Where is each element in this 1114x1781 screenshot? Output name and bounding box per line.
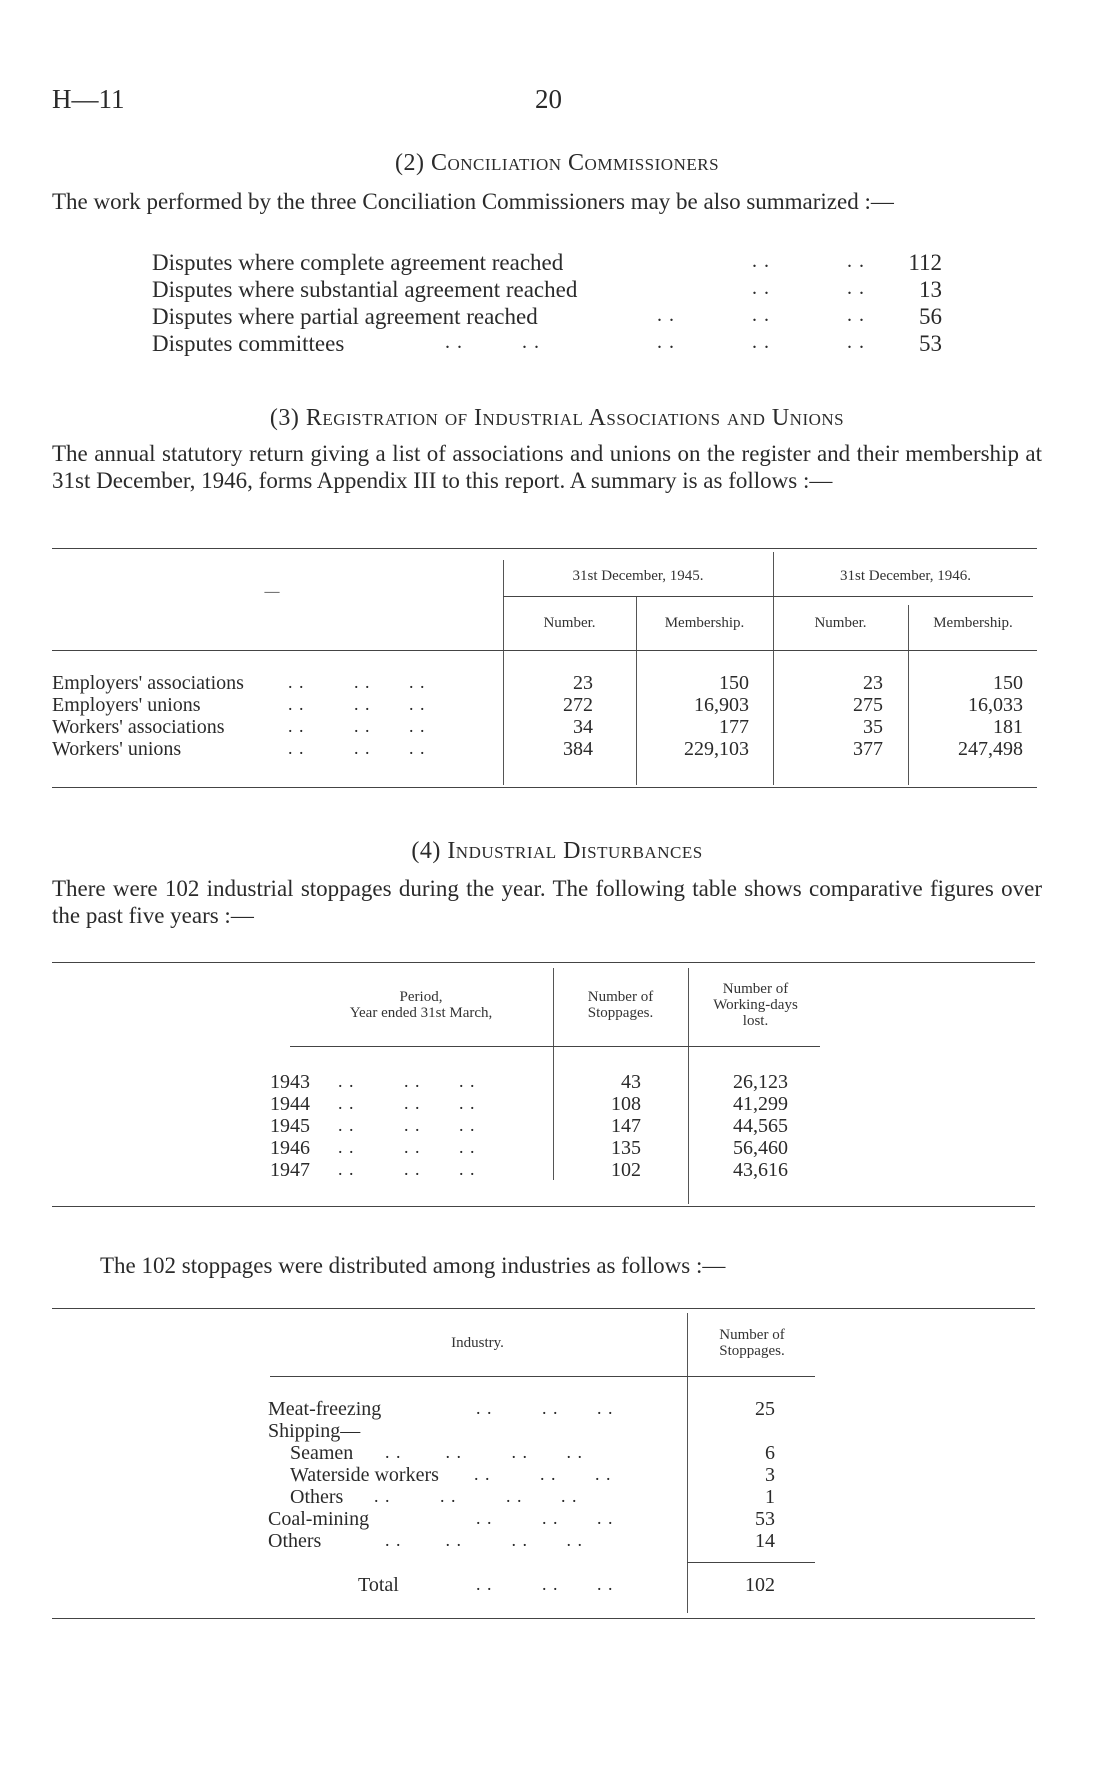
industry-value: 3: [765, 1464, 775, 1486]
industry-label: Meat-freezing: [268, 1398, 382, 1420]
header-stoppages: [553, 989, 688, 1021]
header-period-line: Year ended 31st March,: [349, 1005, 493, 1021]
leader-dots: . . . . . .: [338, 1115, 476, 1135]
row-label: Employers' unions: [52, 694, 201, 716]
leader-dots: . .: [752, 331, 770, 353]
year-cell: 1947: [270, 1159, 310, 1181]
industry-value: 14: [755, 1530, 775, 1552]
disputes-row-label: Disputes committees: [152, 331, 345, 356]
year-cell: 1944: [270, 1093, 310, 1115]
table-rule: [52, 548, 1037, 549]
disputes-row-value: 13: [919, 277, 942, 302]
working-days-cell: 44,565: [733, 1115, 788, 1137]
cell-membership-1946: 247,498: [958, 738, 1023, 760]
leader-dots: . .: [847, 331, 865, 353]
disputes-row-label: Disputes where substantial agreement reached: [152, 277, 578, 302]
total-value: 102: [745, 1574, 775, 1596]
industry-label: Seamen: [290, 1442, 354, 1464]
table-rule: [52, 1206, 1035, 1207]
cell-membership-1946: 150: [993, 672, 1023, 694]
table-rule: [52, 1308, 1035, 1309]
section-4-intro: There were 102 industrial stoppages during the year. The following table shows comparative figures over the past five years :—: [52, 876, 1042, 928]
table-rule: [52, 650, 1037, 651]
leader-dots: . . . . . .: [476, 1398, 614, 1418]
stoppages-cell: 147: [611, 1115, 641, 1137]
header-number: Number.: [543, 615, 596, 631]
disputes-row-label: Disputes where complete agreement reached: [152, 250, 564, 275]
working-days-cell: 41,299: [733, 1093, 788, 1115]
leader-dots: . . . . . . . .: [385, 1442, 583, 1462]
header-membership: Membership.: [664, 615, 745, 631]
header-stoppages-line: Stoppages.: [587, 1005, 654, 1021]
stub-header: —: [264, 584, 280, 600]
cell-membership-1946: 181: [993, 716, 1023, 738]
page-number: 20: [535, 84, 562, 114]
section-3-intro: The annual statutory return giving a list of associations and unions on the register and their membership at 31st December, 1946, forms Appendix III to this report. A summary is as follows :—: [52, 441, 1042, 493]
leader-dots: . . . . . . . .: [374, 1486, 578, 1506]
header-dec-1945: 31st December, 1945.: [572, 568, 704, 584]
table-rule: [503, 596, 1033, 597]
industry-value: 6: [765, 1442, 775, 1464]
cell-number-1945: 272: [563, 694, 593, 716]
leader-dots: . .: [847, 304, 865, 326]
cell-number-1945: 23: [573, 672, 593, 694]
industry-label: Waterside workers: [290, 1464, 439, 1486]
disputes-row: [152, 277, 942, 304]
cell-membership-1945: 177: [719, 716, 749, 738]
total-label: Total: [358, 1574, 399, 1596]
leader-dots: . .: [522, 331, 540, 353]
total-rule: [687, 1562, 815, 1563]
cell-membership-1946: 16,033: [968, 694, 1023, 716]
stoppages-cell: 43: [621, 1071, 641, 1093]
disputes-row-value: 56: [919, 304, 942, 329]
disputes-row-value: 53: [919, 331, 942, 356]
year-cell: 1945: [270, 1115, 310, 1137]
header-dec-1946: 31st December, 1946.: [839, 568, 972, 584]
stoppages-cell: 108: [611, 1093, 641, 1115]
leader-dots: . .: [657, 331, 675, 353]
leader-dots: . . . . . . . .: [385, 1530, 583, 1550]
cell-number-1946: 23: [863, 672, 883, 694]
year-cell: 1943: [270, 1071, 310, 1093]
industry-label: Others: [268, 1530, 322, 1552]
leader-dots: . . . . . .: [338, 1093, 476, 1113]
leader-dots: . .: [657, 304, 675, 326]
header-working-days-line: Working-days: [713, 997, 798, 1013]
working-days-cell: 43,616: [733, 1159, 788, 1181]
industry-label: Coal-mining: [268, 1508, 370, 1530]
header-working-days-line: lost.: [742, 1013, 769, 1029]
leader-dots: . . . . . .: [288, 672, 426, 692]
leader-dots: . .: [752, 277, 770, 299]
industry-label: Others: [290, 1486, 344, 1508]
leader-dots: . . . . . .: [338, 1137, 476, 1157]
stoppages-cell: 135: [611, 1137, 641, 1159]
leader-dots: . .: [752, 250, 770, 272]
cell-number-1946: 35: [863, 716, 883, 738]
cell-number-1945: 384: [563, 738, 593, 760]
leader-dots: . . . . . .: [338, 1071, 476, 1091]
leader-dots: . .: [445, 331, 463, 353]
section-2-title: (2) Conciliation Commissioners: [394, 150, 720, 176]
leader-dots: . . . . . .: [476, 1508, 614, 1528]
header-number: Number.: [814, 615, 867, 631]
disputes-row: [152, 304, 942, 331]
leader-dots: . . . . . .: [476, 1574, 614, 1594]
header-industry-stoppages: [687, 1327, 817, 1359]
header-industry: Industry.: [451, 1335, 504, 1351]
leader-dots: . . . . . .: [474, 1464, 612, 1484]
cell-membership-1945: 16,903: [694, 694, 749, 716]
disputes-row-value: 112: [908, 250, 942, 275]
table-rule: [290, 1046, 820, 1047]
header-stoppages-line: Number of: [587, 989, 654, 1005]
table-rule: [52, 787, 1037, 788]
header-working-days: [688, 981, 823, 1029]
industry-value: 1: [765, 1486, 775, 1508]
working-days-cell: 26,123: [733, 1071, 788, 1093]
header-industry-stoppages-line: Number of: [719, 1327, 785, 1343]
cell-membership-1945: 229,103: [684, 738, 749, 760]
leader-dots: . . . . . .: [338, 1159, 476, 1179]
row-label: Employers' associations: [52, 672, 244, 694]
header-working-days-line: Number of: [722, 981, 789, 997]
cell-number-1946: 377: [853, 738, 883, 760]
page-reference: H—11: [52, 84, 125, 114]
header-period: [290, 989, 552, 1021]
table-rule: [270, 1376, 815, 1377]
table-rule: [52, 962, 1035, 963]
leader-dots: . . . . . .: [288, 694, 426, 714]
industry-label: Shipping—: [268, 1420, 361, 1442]
working-days-cell: 56,460: [733, 1137, 788, 1159]
row-label: Workers' unions: [52, 738, 182, 760]
section-2-intro: The work performed by the three Conciliation Commissioners may be also summarized :—: [52, 189, 894, 214]
distribution-intro: The 102 stoppages were distributed among industries as follows :—: [100, 1253, 726, 1278]
table-rule: [52, 1618, 1035, 1619]
disputes-row-label: Disputes where partial agreement reached: [152, 304, 538, 329]
cell-membership-1945: 150: [719, 672, 749, 694]
header-industry-stoppages-line: Stoppages.: [719, 1343, 785, 1359]
cell-number-1946: 275: [853, 694, 883, 716]
stoppages-cell: 102: [611, 1159, 641, 1181]
leader-dots: . .: [847, 277, 865, 299]
row-label: Workers' associations: [52, 716, 225, 738]
industry-value: 53: [755, 1508, 775, 1530]
header-membership: Membership.: [933, 615, 1013, 631]
year-cell: 1946: [270, 1137, 310, 1159]
disputes-row: [152, 250, 942, 277]
disputes-row: [152, 331, 942, 358]
leader-dots: . .: [847, 250, 865, 272]
header-period-line: Period,: [399, 989, 443, 1005]
cell-number-1945: 34: [573, 716, 593, 738]
leader-dots: . . . . . .: [288, 738, 426, 758]
industry-value: 25: [755, 1398, 775, 1420]
leader-dots: . .: [752, 304, 770, 326]
section-3-title: (3) Registration of Industrial Associations and Unions: [269, 405, 845, 431]
section-4-title: (4) Industrial Disturbances: [411, 838, 703, 864]
leader-dots: . . . . . .: [288, 716, 426, 736]
